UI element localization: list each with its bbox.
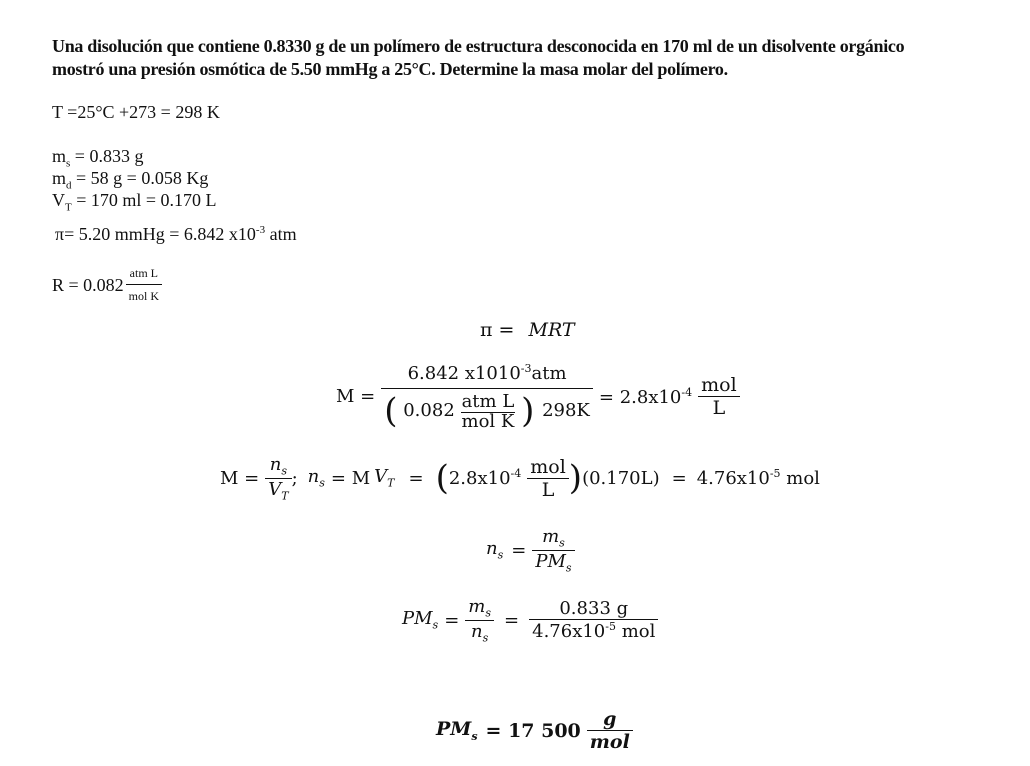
eq2-den-frac-den: mol K	[461, 411, 515, 432]
temperature-line: T =25°C +273 = 298 K	[52, 102, 220, 122]
equation-molarity	[336, 362, 740, 431]
r-unit-num: atm L	[126, 262, 162, 285]
eq3-f-num-sub: s	[281, 464, 288, 478]
ms-label: m	[52, 146, 67, 166]
eq5-den2-unit: mol	[615, 621, 656, 643]
eq5-eq: =	[444, 609, 460, 631]
eq4-num: m	[542, 526, 560, 547]
eq5-den-sub: s	[482, 631, 489, 645]
eq3-f-den: V	[268, 478, 282, 500]
ms-sub: s	[66, 157, 71, 170]
md-sub: d	[66, 179, 72, 192]
eq4-fraction	[532, 526, 574, 574]
eq2-num-unit: atm	[531, 363, 567, 384]
eq5-lhs: PM	[402, 608, 433, 630]
final-lhs-sub: s	[471, 729, 478, 743]
eq3-f-num: n	[269, 454, 282, 475]
eq2-result-value: = 2.8x10	[598, 386, 682, 408]
eq2-den-prefix: 0.082	[403, 400, 455, 421]
eq5-den2-exp: -5	[605, 620, 616, 634]
eq5-num-sub: s	[485, 606, 492, 620]
gas-constant-line	[52, 262, 162, 307]
eq2-num-exp: -3	[520, 362, 532, 375]
eq3-unit-num: mol	[527, 456, 569, 479]
eq2-lhs: M =	[336, 386, 376, 407]
r-unit-fraction	[126, 262, 162, 307]
eq3-eq-mv: = M	[330, 467, 371, 489]
eq2-den-suffix: 298K	[542, 400, 590, 421]
equation-moles: M = $\frac{n_s}{V_T}$ ; $n_s$ = M $V_T$ = ( $2.8x10^{-4}$ $\frac{\text{mol}}{L}$ ) (0.170L) = $4.76x10^{-5}$ mol	[220, 454, 820, 503]
eq4-den: PM	[535, 550, 566, 572]
eq5-eq2: =	[504, 609, 520, 631]
volume-line	[52, 189, 217, 219]
pi-exp: -3	[255, 224, 266, 236]
eq3-vt: V	[374, 466, 388, 488]
eq3-res-exp: -5	[769, 467, 781, 481]
eq2-fraction	[381, 362, 593, 431]
eq1-rhs: MRT	[528, 319, 575, 341]
md-value: = 58 g = 0.058 Kg	[76, 168, 209, 188]
final-unit-num: g	[587, 708, 633, 731]
eq4-eq: =	[511, 539, 527, 561]
eq2-result	[599, 386, 692, 408]
eq4-den-sub: s	[565, 561, 572, 575]
eq2-result-unit	[698, 374, 740, 419]
eq3-fraction	[265, 454, 291, 502]
eq3-lhs: M =	[220, 467, 260, 489]
eq4-num-sub: s	[559, 536, 565, 550]
pi-unit: atm	[265, 224, 297, 244]
eq3-res-unit: mol	[780, 468, 820, 490]
eq2-result-unit-num: mol	[698, 374, 740, 397]
md-label: m	[52, 168, 67, 188]
r-unit-den: mol K	[128, 289, 160, 303]
vt-value: = 170 ml = 0.170 L	[76, 190, 217, 210]
eq3-res-val: 4.76x10	[696, 468, 770, 490]
eq2-numerator	[381, 362, 593, 389]
eq3-eq: =	[408, 467, 424, 489]
eq3-val: 2.8x10	[448, 468, 511, 490]
eq2-result-exp: -4	[681, 385, 693, 399]
eq2-num-value: 6.842 x1010	[407, 363, 521, 384]
eq2-den-frac-num: atm L	[461, 391, 515, 412]
final-lhs: PM	[436, 718, 472, 741]
final-value: = 17 500	[485, 719, 581, 742]
eq2-result-unit-den: L	[712, 397, 726, 419]
eq5-num: m	[468, 596, 486, 617]
eq5-den2-val: 4.76x10	[532, 621, 606, 643]
eq2-denominator: ( 0.082 $\frac{\text{atm L}}{\text{mol K}}$ ) 298K	[384, 391, 590, 432]
final-unit	[587, 708, 633, 753]
eq3-unit	[527, 456, 569, 501]
eq5-den: n	[471, 620, 483, 642]
r-prefix: R = 0.082	[52, 274, 124, 295]
eq3-vol: (0.170L)	[582, 467, 660, 489]
eq4-lhs-sub: s	[497, 548, 504, 562]
equation-osmotic	[480, 319, 575, 341]
eq5-fraction	[465, 596, 494, 644]
eq3-unit-den: L	[541, 478, 555, 501]
final-answer	[436, 708, 633, 753]
eq1-lhs: π =	[480, 319, 521, 341]
eq5-num2: 0.833 g	[529, 598, 658, 620]
equation-pms	[402, 596, 658, 644]
equation-ns	[486, 526, 575, 574]
eq3-val-exp: -4	[510, 467, 522, 481]
osmotic-pressure-line	[55, 219, 297, 245]
eq3-f-den-sub: T	[281, 489, 289, 503]
final-unit-den: mol	[589, 731, 630, 753]
vt-sub: T	[65, 201, 72, 214]
eq3-semicolon: ;	[291, 467, 298, 489]
ms-value: = 0.833 g	[74, 146, 144, 166]
problem-line-1: Una disolución que contiene 0.8330 g de un polímero de estructura desconocida en 170 ml de un disolvente orgánico	[52, 36, 905, 56]
eq5-fraction2	[529, 598, 658, 642]
pi-value: π= 5.20 mmHg = 6.842 x10	[55, 224, 256, 244]
eq4-lhs: n	[486, 538, 498, 560]
eq3-vt-sub: T	[387, 476, 395, 490]
problem-line-2: mostró una presión osmótica de 5.50 mmHg a 25°C. Determine la masa molar del polímero.	[52, 59, 728, 79]
problem-statement	[52, 35, 1022, 81]
eq3-res-eq: =	[671, 467, 687, 489]
eq2-den-fraction	[461, 391, 516, 431]
eq3-ns-sub: s	[319, 476, 325, 490]
eq5-lhs-sub: s	[432, 618, 439, 632]
vt-label: V	[52, 190, 65, 210]
eq3-ns: n	[307, 466, 320, 488]
